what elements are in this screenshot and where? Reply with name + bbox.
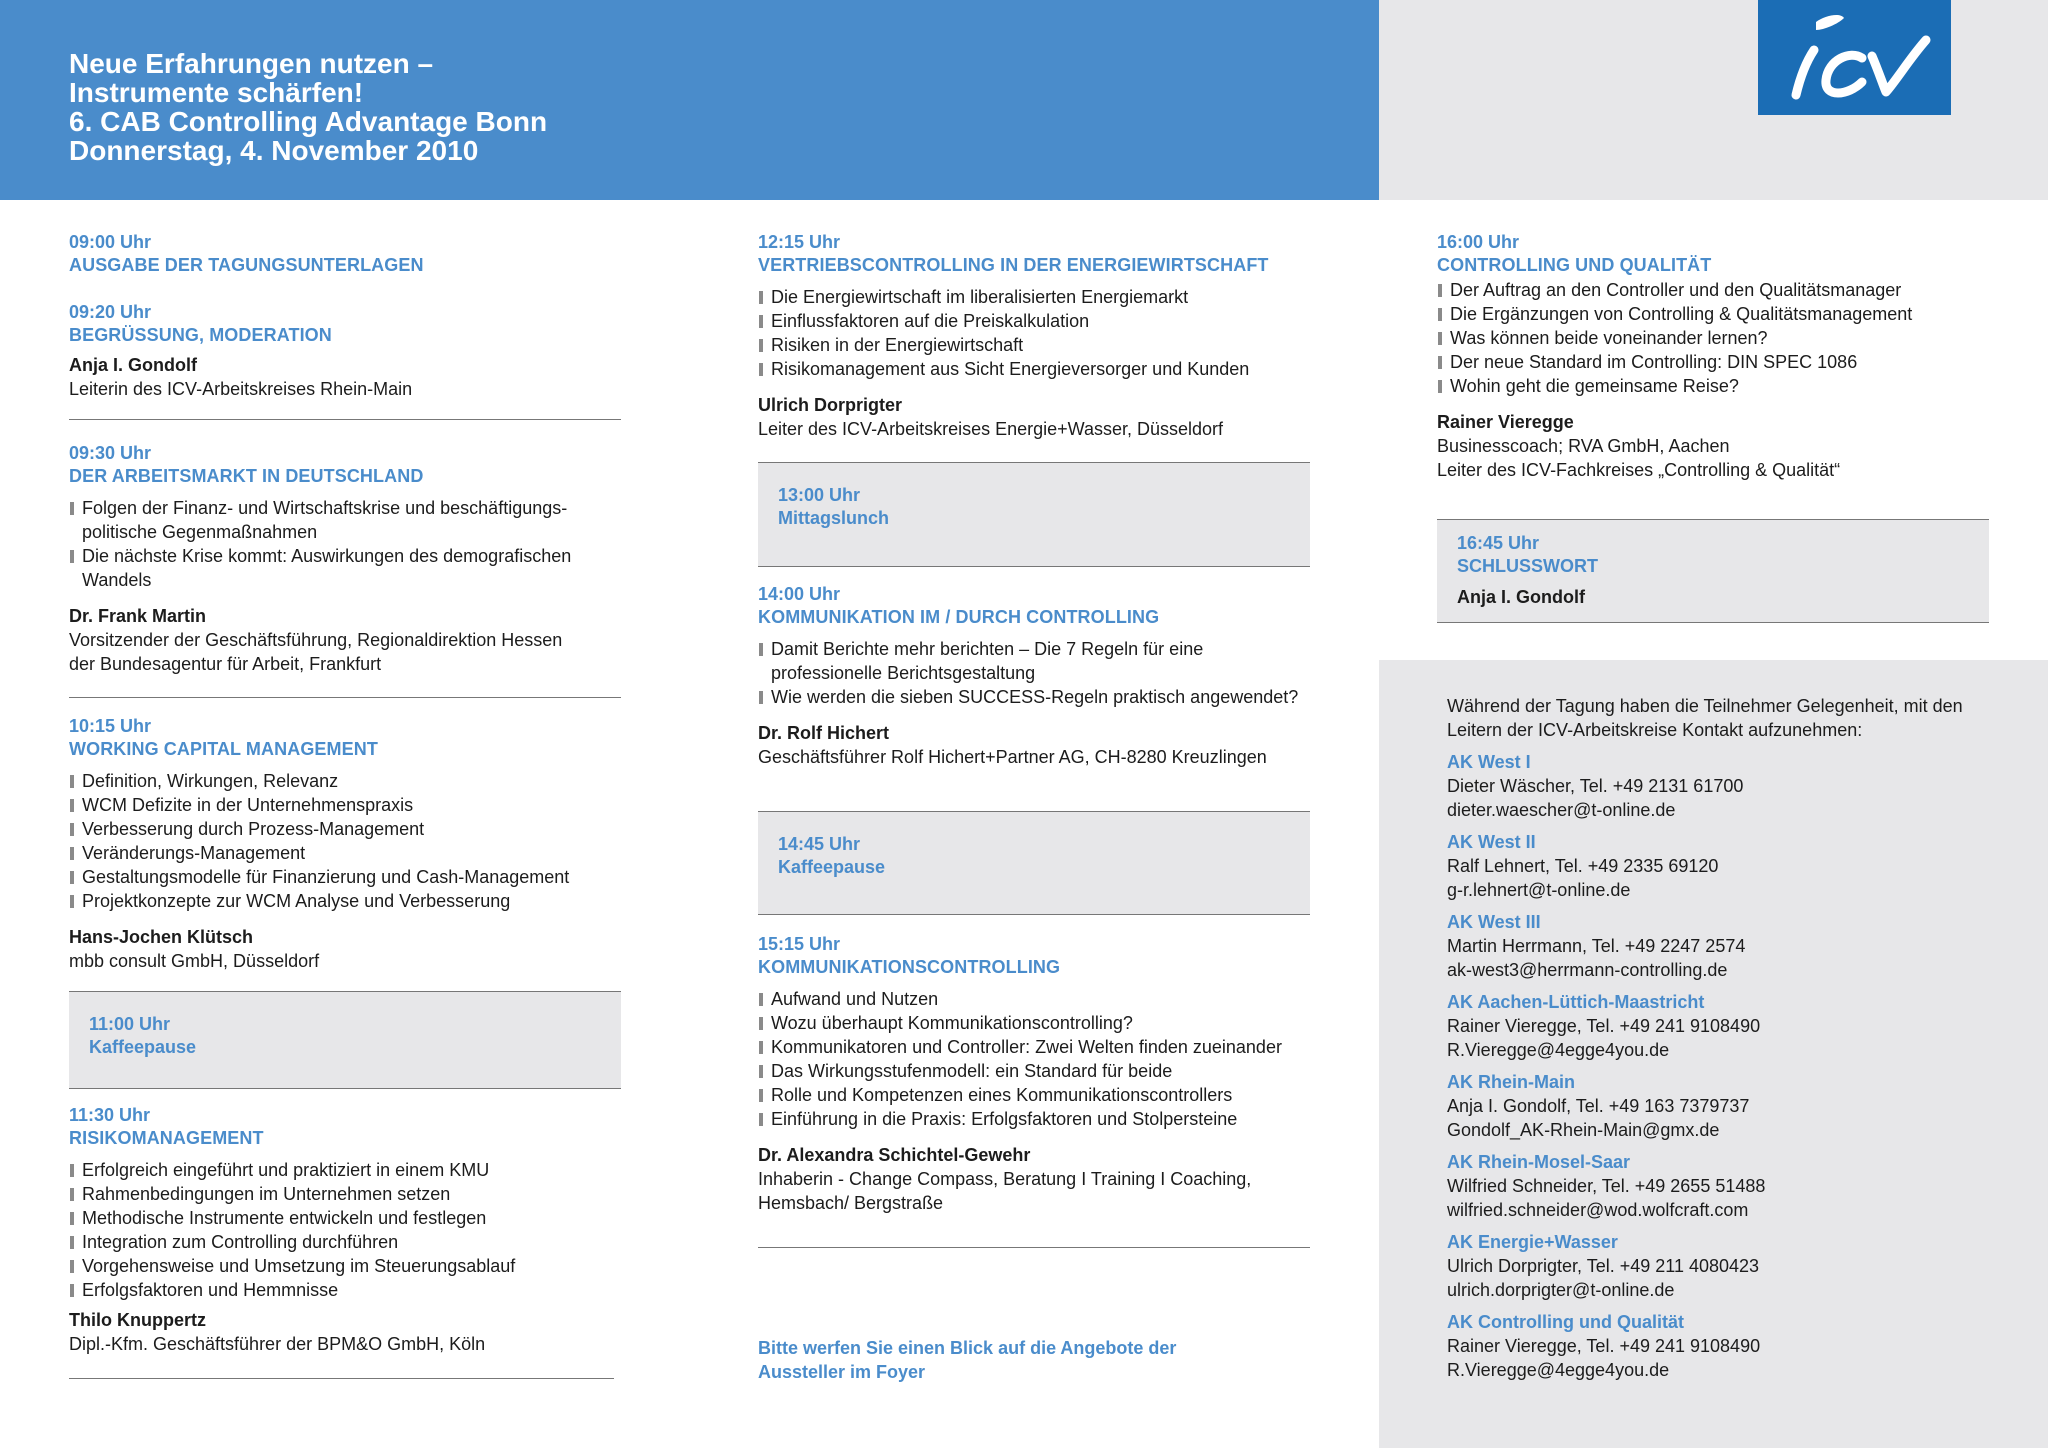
topic-list — [69, 1158, 621, 1302]
topic-item: Vorgehensweise und Umsetzung im Steuerungsablauf — [69, 1254, 621, 1278]
topic-list — [69, 769, 621, 913]
session-title: KOMMUNIKATION IM / DURCH CONTROLLING — [758, 607, 1160, 627]
break-title: Kaffeepause — [778, 857, 886, 877]
session-welcome — [69, 301, 621, 401]
session-time: 11:30 Uhr — [69, 1105, 151, 1125]
topic-item: Erfolgsfaktoren und Hemmnisse — [69, 1278, 621, 1302]
session-title: CONTROLLING UND QUALITÄT — [1437, 255, 1712, 275]
topic-item: Wohin geht die gemeinsame Reise? — [1437, 374, 1989, 398]
speaker-role: Leiter des ICV-Fachkreises „Controlling & Qualität“ — [1437, 460, 1841, 480]
topic-list — [758, 637, 1310, 709]
divider — [69, 697, 621, 698]
session-time: 10:15 Uhr — [69, 716, 152, 736]
speaker-name: Thilo Knuppertz — [69, 1310, 206, 1330]
speaker-role: Hemsbach/ Bergstraße — [758, 1193, 944, 1213]
contacts-section — [1447, 694, 1987, 1382]
exhibitors-line: Aussteller im Foyer — [758, 1362, 926, 1382]
topic-item: Veränderungs-Management — [69, 841, 621, 865]
session-vertriebscontrolling — [758, 231, 1310, 441]
contact-phone: Ralf Lehnert, Tel. +49 2335 69120 — [1447, 856, 1719, 876]
session-arbeitsmarkt — [69, 442, 621, 676]
topic-item: WCM Defizite in der Unternehmenspraxis — [69, 793, 621, 817]
exhibitors-line: Bitte werfen Sie einen Blick auf die Angebote der — [758, 1338, 1177, 1358]
speaker-name: Rainer Vieregge — [1437, 412, 1574, 432]
contact-group — [1447, 1310, 1987, 1382]
contact-group-name: AK Rhein-Main — [1447, 1072, 1575, 1092]
contact-group-name: AK West III — [1447, 912, 1541, 932]
contact-group — [1447, 1150, 1987, 1222]
contact-group — [1447, 830, 1987, 902]
topic-item: Die Ergänzungen von Controlling & Qualitätsmanagement — [1437, 302, 1989, 326]
icv-logo — [1758, 0, 1951, 115]
contact-group-name: AK West II — [1447, 832, 1536, 852]
contact-phone: Wilfried Schneider, Tel. +49 2655 51488 — [1447, 1176, 1766, 1196]
session-title: BEGRÜSSUNG, MODERATION — [69, 325, 332, 345]
contacts-intro: Während der Tagung haben die Teilnehmer Gelegenheit, mit den Leitern der ICV-Arbeitskreise Kontakt aufzunehmen: — [1447, 696, 1963, 740]
topic-list — [758, 987, 1310, 1131]
topic-item: Einflussfaktoren auf die Preiskalkulation — [758, 309, 1310, 333]
session-title: AUSGABE DER TAGUNGSUNTERLAGEN — [69, 255, 424, 275]
topic-item: Wie werden die sieben SUCCESS-Regeln praktisch angewendet? — [758, 685, 1310, 709]
topic-item: Risikomanagement aus Sicht Energieversorger und Kunden — [758, 357, 1310, 381]
break-time: 14:45 Uhr — [778, 834, 861, 854]
topic-item: Aufwand und Nutzen — [758, 987, 1310, 1011]
topic-item: Verbesserung durch Prozess-Management — [69, 817, 621, 841]
topic-item: Risiken in der Energiewirtschaft — [758, 333, 1310, 357]
contact-email[interactable]: Gondolf_AK-Rhein-Main@gmx.de — [1447, 1120, 1720, 1140]
session-time: 09:30 Uhr — [69, 443, 152, 463]
closing-speaker: Anja I. Gondolf — [1457, 587, 1585, 607]
speaker-name: Hans-Jochen Klütsch — [69, 927, 254, 947]
contact-email[interactable]: ulrich.dorprigter@t-online.de — [1447, 1280, 1675, 1300]
header-band — [0, 0, 1379, 200]
speaker-role: Dipl.-Kfm. Geschäftsführer der BPM&O GmbH, Köln — [69, 1334, 486, 1354]
topic-list — [69, 496, 621, 592]
closing-time: 16:45 Uhr — [1457, 533, 1540, 553]
divider — [69, 1378, 614, 1379]
session-time: 09:20 Uhr — [69, 302, 152, 322]
session-title: DER ARBEITSMARKT IN DEUTSCHLAND — [69, 466, 424, 486]
contact-group — [1447, 750, 1987, 822]
contact-group-name: AK Energie+Wasser — [1447, 1232, 1618, 1252]
session-title: KOMMUNIKATIONSCONTROLLING — [758, 957, 1061, 977]
speaker-name: Ulrich Dorprigter — [758, 395, 903, 415]
session-time: 09:00 Uhr — [69, 232, 152, 252]
contact-phone: Rainer Vieregge, Tel. +49 241 9108490 — [1447, 1016, 1761, 1036]
closing-title: SCHLUSSWORT — [1457, 556, 1598, 576]
session-title: WORKING CAPITAL MANAGEMENT — [69, 739, 378, 759]
topic-item: Das Wirkungsstufenmodell: ein Standard für beide — [758, 1059, 1310, 1083]
topic-item: Kommunikatoren und Controller: Zwei Welten finden zueinander — [758, 1035, 1310, 1059]
speaker-role: Leiterin des ICV-Arbeitskreises Rhein-Main — [69, 379, 413, 399]
session-kommunikationscontrolling — [758, 933, 1310, 1215]
contact-group-name: AK Aachen-Lüttich-Maastricht — [1447, 992, 1705, 1012]
divider — [758, 1247, 1310, 1248]
break-time: 11:00 Uhr — [89, 1014, 171, 1034]
speaker-role: mbb consult GmbH, Düsseldorf — [69, 951, 320, 971]
contact-email[interactable]: R.Vieregge@4egge4you.de — [1447, 1360, 1670, 1380]
contact-group-name: AK Rhein-Mosel-Saar — [1447, 1152, 1631, 1172]
topic-item: Der neue Standard im Controlling: DIN SPEC 1086 — [1437, 350, 1989, 374]
contact-phone: Rainer Vieregge, Tel. +49 241 9108490 — [1447, 1336, 1761, 1356]
speaker-name: Dr. Rolf Hichert — [758, 723, 890, 743]
topic-item: Einführung in die Praxis: Erfolgsfaktoren und Stolpersteine — [758, 1107, 1310, 1131]
contact-phone: Martin Herrmann, Tel. +49 2247 2574 — [1447, 936, 1746, 956]
contact-group — [1447, 990, 1987, 1062]
speaker-role: Leiter des ICV-Arbeitskreises Energie+Wasser, Düsseldorf — [758, 419, 1224, 439]
contact-group-name: AK Controlling und Qualität — [1447, 1312, 1684, 1332]
speaker-role: der Bundesagentur für Arbeit, Frankfurt — [69, 654, 382, 674]
break-title: Mittagslunch — [778, 508, 889, 528]
session-working-capital — [69, 715, 621, 973]
topic-item: Die Energiewirtschaft im liberalisierten Energiemarkt — [758, 285, 1310, 309]
speaker-name: Dr. Frank Martin — [69, 606, 207, 626]
topic-item: Damit Berichte mehr berichten – Die 7 Regeln für eine professionelle Berichtsgestaltung — [758, 637, 1310, 685]
topic-item: Die nächste Krise kommt: Auswirkungen des demografischen Wandels — [69, 544, 621, 592]
topic-item: Definition, Wirkungen, Relevanz — [69, 769, 621, 793]
contact-group — [1447, 1230, 1987, 1302]
topic-item: Wozu überhaupt Kommunikationscontrolling? — [758, 1011, 1310, 1035]
speaker-role: Inhaberin - Change Compass, Beratung I Training I Coaching, — [758, 1169, 1252, 1189]
topic-item: Erfolgreich eingeführt und praktiziert in einem KMU — [69, 1158, 621, 1182]
speaker-role: Vorsitzender der Geschäftsführung, Regionaldirektion Hessen — [69, 630, 563, 650]
topic-item: Projektkonzepte zur WCM Analyse und Verbesserung — [69, 889, 621, 913]
break-title: Kaffeepause — [89, 1037, 197, 1057]
icv-logo-icon — [1758, 0, 1951, 115]
contact-group-name: AK West I — [1447, 752, 1531, 772]
page-title — [69, 49, 547, 165]
session-title: VERTRIEBSCONTROLLING IN DER ENERGIEWIRTSCHAFT — [758, 255, 1269, 275]
topic-item: Rolle und Kompetenzen eines Kommunikationscontrollers — [758, 1083, 1310, 1107]
break-box-coffee — [69, 991, 621, 1089]
contact-email[interactable]: g-r.lehnert@t-online.de — [1447, 880, 1631, 900]
session-risikomanagement — [69, 1104, 621, 1356]
contact-email[interactable]: R.Vieregge@4egge4you.de — [1447, 1040, 1670, 1060]
session-title: RISIKOMANAGEMENT — [69, 1128, 264, 1148]
session-time: 14:00 Uhr — [758, 584, 841, 604]
contact-group — [1447, 1070, 1987, 1142]
topic-list — [1437, 278, 1989, 398]
session-time: 15:15 Uhr — [758, 934, 841, 954]
closing-box — [1437, 519, 1989, 623]
exhibitors-note — [758, 1336, 1176, 1384]
session-controlling-qualitaet — [1437, 231, 1989, 482]
speaker-role: Businesscoach; RVA GmbH, Aachen — [1437, 436, 1730, 456]
break-time: 13:00 Uhr — [778, 485, 861, 505]
contact-email[interactable]: wilfried.schneider@wod.wolfcraft.com — [1447, 1200, 1749, 1220]
title-line: Donnerstag, 4. November 2010 — [69, 135, 479, 166]
topic-item: Gestaltungsmodelle für Finanzierung und Cash-Management — [69, 865, 621, 889]
speaker-name: Dr. Alexandra Schichtel-Gewehr — [758, 1145, 1031, 1165]
topic-item: Folgen der Finanz- und Wirtschaftskrise und beschäftigungs-politische Gegenmaßnahmen — [69, 496, 621, 544]
contact-group — [1447, 910, 1987, 982]
topic-item: Methodische Instrumente entwickeln und festlegen — [69, 1206, 621, 1230]
speaker-name: Anja I. Gondolf — [69, 355, 197, 375]
contact-phone: Ulrich Dorprigter, Tel. +49 211 4080423 — [1447, 1256, 1760, 1276]
topic-item: Integration zum Controlling durchführen — [69, 1230, 621, 1254]
session-time: 12:15 Uhr — [758, 232, 841, 252]
topic-item: Der Auftrag an den Controller und den Qualitätsmanager — [1437, 278, 1989, 302]
topic-item: Rahmenbedingungen im Unternehmen setzen — [69, 1182, 621, 1206]
divider — [69, 419, 621, 420]
contact-email[interactable]: ak-west3@herrmann-controlling.de — [1447, 960, 1728, 980]
session-time: 16:00 Uhr — [1437, 232, 1520, 252]
title-line: Neue Erfahrungen nutzen – — [69, 48, 434, 79]
title-line: Instrumente schärfen! — [69, 77, 364, 108]
contact-phone: Anja I. Gondolf, Tel. +49 163 7379737 — [1447, 1096, 1750, 1116]
title-line: 6. CAB Controlling Advantage Bonn — [69, 106, 548, 137]
topic-list — [758, 285, 1310, 381]
topic-item: Was können beide voneinander lernen? — [1437, 326, 1989, 350]
session-kommunikation-controlling — [758, 583, 1310, 769]
session-registration — [69, 231, 621, 277]
break-box-lunch — [758, 462, 1310, 567]
contact-phone: Dieter Wäscher, Tel. +49 2131 61700 — [1447, 776, 1744, 796]
speaker-role: Geschäftsführer Rolf Hichert+Partner AG, CH-8280 Kreuzlingen — [758, 747, 1267, 767]
contact-email[interactable]: dieter.waescher@t-online.de — [1447, 800, 1676, 820]
break-box-coffee — [758, 811, 1310, 915]
